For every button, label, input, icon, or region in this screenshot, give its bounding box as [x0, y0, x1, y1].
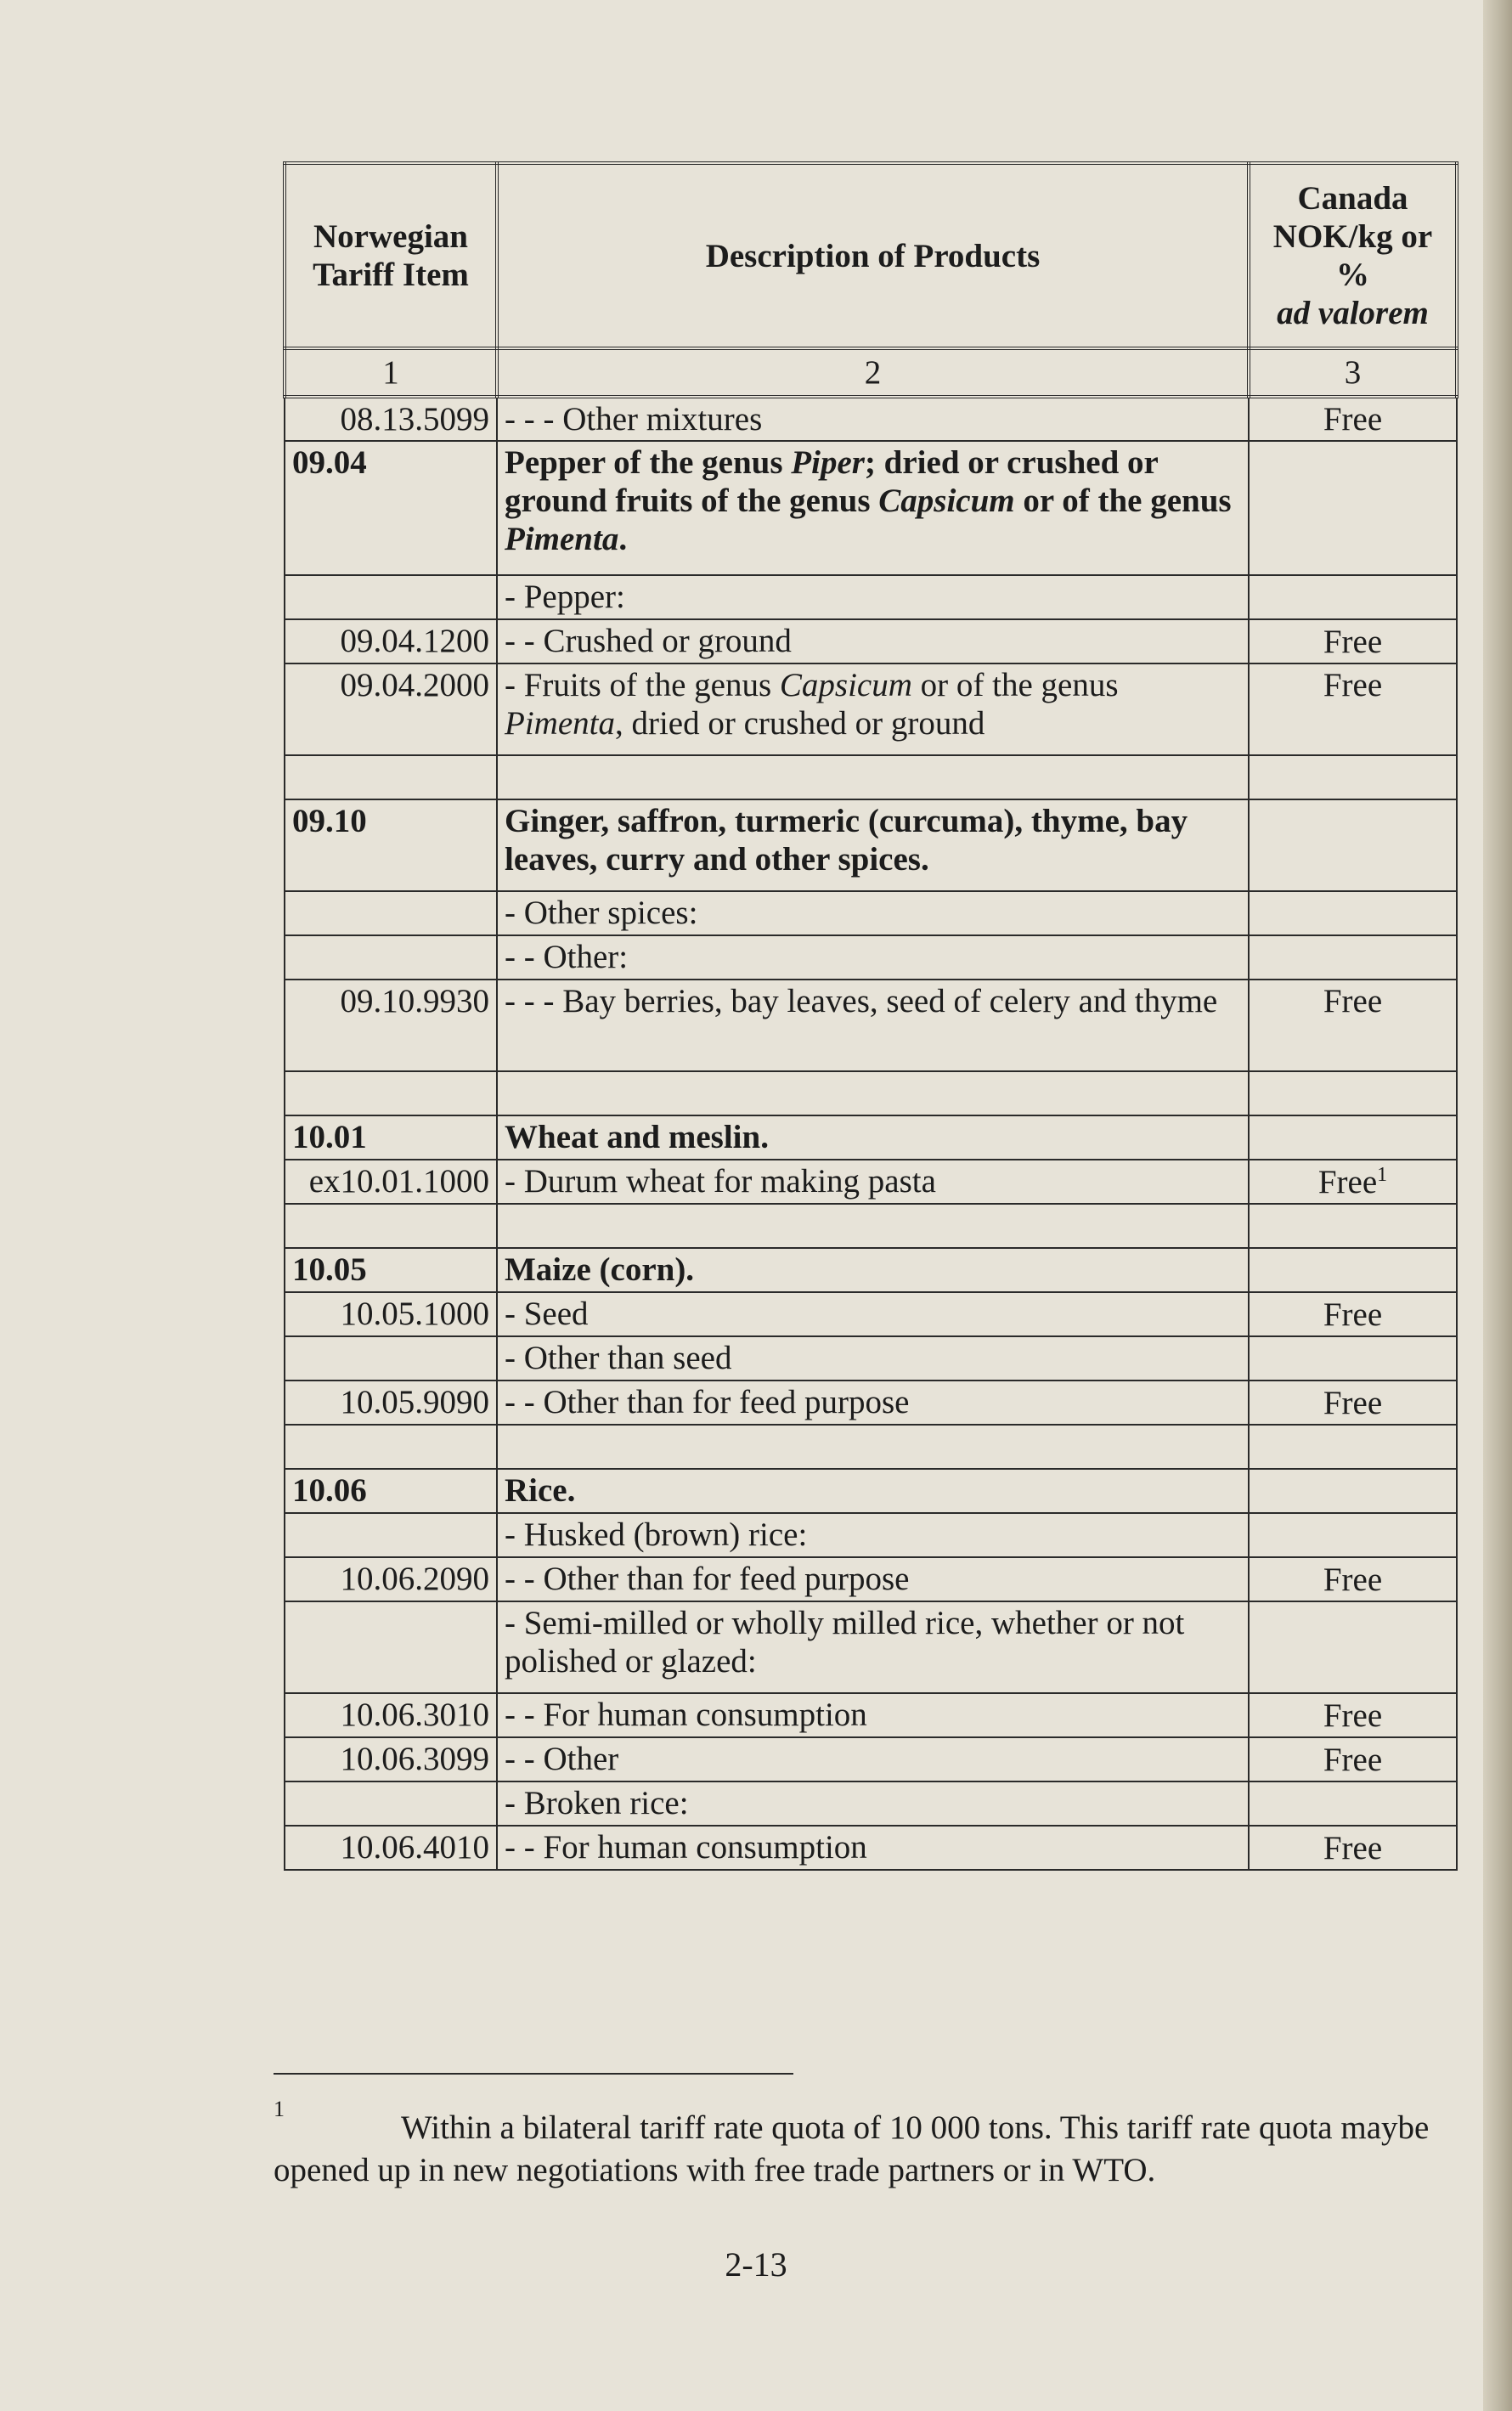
description-cell: - - - Other mixtures — [497, 397, 1249, 441]
description-cell: - - Other — [497, 1737, 1249, 1781]
description-part: Pimenta — [505, 521, 619, 557]
tariff-item-cell — [285, 1336, 497, 1381]
table-row — [285, 1115, 1457, 1160]
description-cell: - Husked (brown) rice: — [497, 1513, 1249, 1557]
description-part: Piper — [791, 444, 865, 481]
description-cell — [497, 1425, 1249, 1469]
description-cell — [497, 1204, 1249, 1248]
tariff-item-cell — [285, 575, 497, 619]
table-row — [285, 575, 1457, 619]
description-cell: - - For human consumption — [497, 1693, 1249, 1737]
description-part: Capsicum — [878, 483, 1015, 519]
footnote — [274, 2097, 1437, 2192]
table-row — [285, 935, 1457, 980]
description-part: Pimenta — [505, 705, 615, 742]
description-cell — [497, 755, 1249, 799]
table-row — [285, 1826, 1457, 1870]
tariff-item-cell: 09.10 — [285, 799, 497, 891]
tariff-item-cell — [285, 1601, 497, 1693]
duty-cell — [1249, 1248, 1457, 1292]
duty-value: Free — [1323, 1830, 1383, 1866]
duty-cell — [1249, 397, 1457, 441]
duty-cell — [1249, 935, 1457, 980]
table-row — [285, 1557, 1457, 1601]
tariff-item-cell — [285, 1425, 497, 1469]
table-row — [285, 1204, 1457, 1248]
duty-cell — [1249, 1557, 1457, 1601]
tariff-item-cell: 09.04 — [285, 441, 497, 575]
duty-cell — [1249, 1292, 1457, 1336]
duty-value: Free — [1323, 1697, 1383, 1734]
duty-cell — [1249, 575, 1457, 619]
tariff-item-cell — [285, 891, 497, 935]
description-cell: - Other than seed — [497, 1336, 1249, 1381]
table-row — [285, 441, 1457, 575]
description-cell: - - Other: — [497, 935, 1249, 980]
description-part: or of the genus — [911, 667, 1119, 703]
duty-cell — [1249, 1513, 1457, 1557]
duty-value: Free — [1317, 1164, 1378, 1200]
description-cell: - Semi-milled or wholly milled rice, whether or not polished or glazed: — [497, 1601, 1249, 1693]
description-cell: - - Other than for feed purpose — [497, 1381, 1249, 1425]
header-tariff-item: Norwegian Tariff Item — [285, 163, 497, 348]
description-part: . — [618, 521, 628, 557]
tariff-item-cell — [285, 935, 497, 980]
description-cell — [497, 441, 1249, 575]
header-duty-italic: ad valorem — [1277, 295, 1429, 331]
tariff-item-cell: 10.05.1000 — [285, 1292, 497, 1336]
table-row — [285, 1381, 1457, 1425]
table-row — [285, 1071, 1457, 1115]
duty-cell — [1249, 1737, 1457, 1781]
page-edge-shadow — [1483, 0, 1512, 2411]
description-cell: Maize (corn). — [497, 1248, 1249, 1292]
header-duty: Canada NOK/kg or % ad valorem — [1249, 163, 1457, 348]
description-part: - Fruits of the genus — [505, 667, 780, 703]
tariff-item-cell: 10.06.3010 — [285, 1693, 497, 1737]
tariff-item-cell: 10.06.3099 — [285, 1737, 497, 1781]
duty-value: Free — [1323, 624, 1383, 660]
table-row — [285, 980, 1457, 1071]
duty-cell — [1249, 1826, 1457, 1870]
duty-cell — [1249, 1781, 1457, 1826]
duty-cell — [1249, 1425, 1457, 1469]
duty-cell — [1249, 1601, 1457, 1693]
duty-cell — [1249, 663, 1457, 755]
tariff-item-cell: 08.13.5099 — [285, 397, 497, 441]
table-row — [285, 397, 1457, 441]
description-cell: - Other spices: — [497, 891, 1249, 935]
tariff-item-cell: 10.06.4010 — [285, 1826, 497, 1870]
footnote-mark: 1 — [274, 2097, 285, 2121]
table-row — [285, 1693, 1457, 1737]
duty-value: Free — [1323, 1742, 1383, 1778]
duty-cell — [1249, 1204, 1457, 1248]
tariff-item-cell: 09.04.1200 — [285, 619, 497, 663]
footnote-reference: 1 — [1377, 1164, 1388, 1186]
table-row — [285, 663, 1457, 755]
table-row — [285, 1336, 1457, 1381]
description-part: or of the genus — [1014, 483, 1232, 519]
tariff-item-cell — [285, 1781, 497, 1826]
duty-cell — [1249, 1336, 1457, 1381]
description-cell: - - For human consumption — [497, 1826, 1249, 1870]
duty-cell — [1249, 1071, 1457, 1115]
tariff-item-cell: 09.04.2000 — [285, 663, 497, 755]
footnote-rule — [274, 2073, 793, 2075]
description-part: Capsicum — [779, 667, 912, 703]
duty-cell — [1249, 891, 1457, 935]
tariff-item-cell: 10.06.2090 — [285, 1557, 497, 1601]
tariff-item-cell: 10.05 — [285, 1248, 497, 1292]
tariff-item-cell: ex10.01.1000 — [285, 1160, 497, 1204]
table-row — [285, 891, 1457, 935]
duty-cell — [1249, 1469, 1457, 1513]
column-number-1: 1 — [285, 348, 497, 397]
description-cell — [497, 1071, 1249, 1115]
description-cell: Rice. — [497, 1469, 1249, 1513]
duty-cell — [1249, 755, 1457, 799]
description-cell: - Durum wheat for making pasta — [497, 1160, 1249, 1204]
tariff-item-cell: 10.06 — [285, 1469, 497, 1513]
tariff-item-cell — [285, 1071, 497, 1115]
page-number: 2-13 — [725, 2245, 787, 2284]
description-cell: - Seed — [497, 1292, 1249, 1336]
footnote-text: Within a bilateral tariff rate quota of 10 000 tons. This tariff rate quota maybe opened up in new negotiations with free trade partners or in WTO. — [274, 2109, 1430, 2188]
duty-value: Free — [1323, 983, 1383, 1019]
duty-value: Free — [1323, 1385, 1383, 1421]
table-row — [285, 1292, 1457, 1336]
duty-cell — [1249, 1160, 1457, 1204]
table-row — [285, 1160, 1457, 1204]
table-row — [285, 1781, 1457, 1826]
duty-value: Free — [1323, 1561, 1383, 1598]
tariff-item-cell — [285, 755, 497, 799]
duty-cell — [1249, 441, 1457, 575]
tariff-item-cell: 09.10.9930 — [285, 980, 497, 1071]
description-part: ; dried or crushed or ground fruits of the genus — [505, 444, 1159, 519]
table-row — [285, 1601, 1457, 1693]
description-cell: - Pepper: — [497, 575, 1249, 619]
description-cell: - Broken rice: — [497, 1781, 1249, 1826]
description-cell: Wheat and meslin. — [497, 1115, 1249, 1160]
tariff-table — [283, 161, 1458, 1871]
duty-cell — [1249, 799, 1457, 891]
description-cell: - - Crushed or ground — [497, 619, 1249, 663]
table-row — [285, 619, 1457, 663]
tariff-item-cell — [285, 1204, 497, 1248]
duty-cell — [1249, 1693, 1457, 1737]
duty-value: Free — [1323, 401, 1383, 438]
table-row — [285, 1248, 1457, 1292]
tariff-item-cell: 10.05.9090 — [285, 1381, 497, 1425]
table-row — [285, 1737, 1457, 1781]
description-cell: - - Other than for feed purpose — [497, 1557, 1249, 1601]
description-cell: Ginger, saffron, turmeric (curcuma), thyme, bay leaves, curry and other spices. — [497, 799, 1249, 891]
duty-cell — [1249, 1115, 1457, 1160]
description-cell: - - - Bay berries, bay leaves, seed of celery and thyme — [497, 980, 1249, 1071]
duty-cell — [1249, 619, 1457, 663]
column-number-3: 3 — [1249, 348, 1457, 397]
duty-cell — [1249, 1381, 1457, 1425]
table-row — [285, 1469, 1457, 1513]
table-row — [285, 1513, 1457, 1557]
tariff-body — [285, 397, 1457, 1870]
header-description: Description of Products — [497, 163, 1249, 348]
tariff-item-cell — [285, 1513, 497, 1557]
column-number-2: 2 — [497, 348, 1249, 397]
description-part: , dried or crushed or ground — [614, 705, 985, 742]
description-part: Pepper of the genus — [505, 444, 792, 481]
table-row — [285, 755, 1457, 799]
duty-value: Free — [1323, 1296, 1383, 1333]
table-row — [285, 799, 1457, 891]
description-cell — [497, 663, 1249, 755]
duty-cell — [1249, 980, 1457, 1071]
duty-value: Free — [1323, 667, 1383, 703]
table-row — [285, 1425, 1457, 1469]
tariff-item-cell: 10.01 — [285, 1115, 497, 1160]
